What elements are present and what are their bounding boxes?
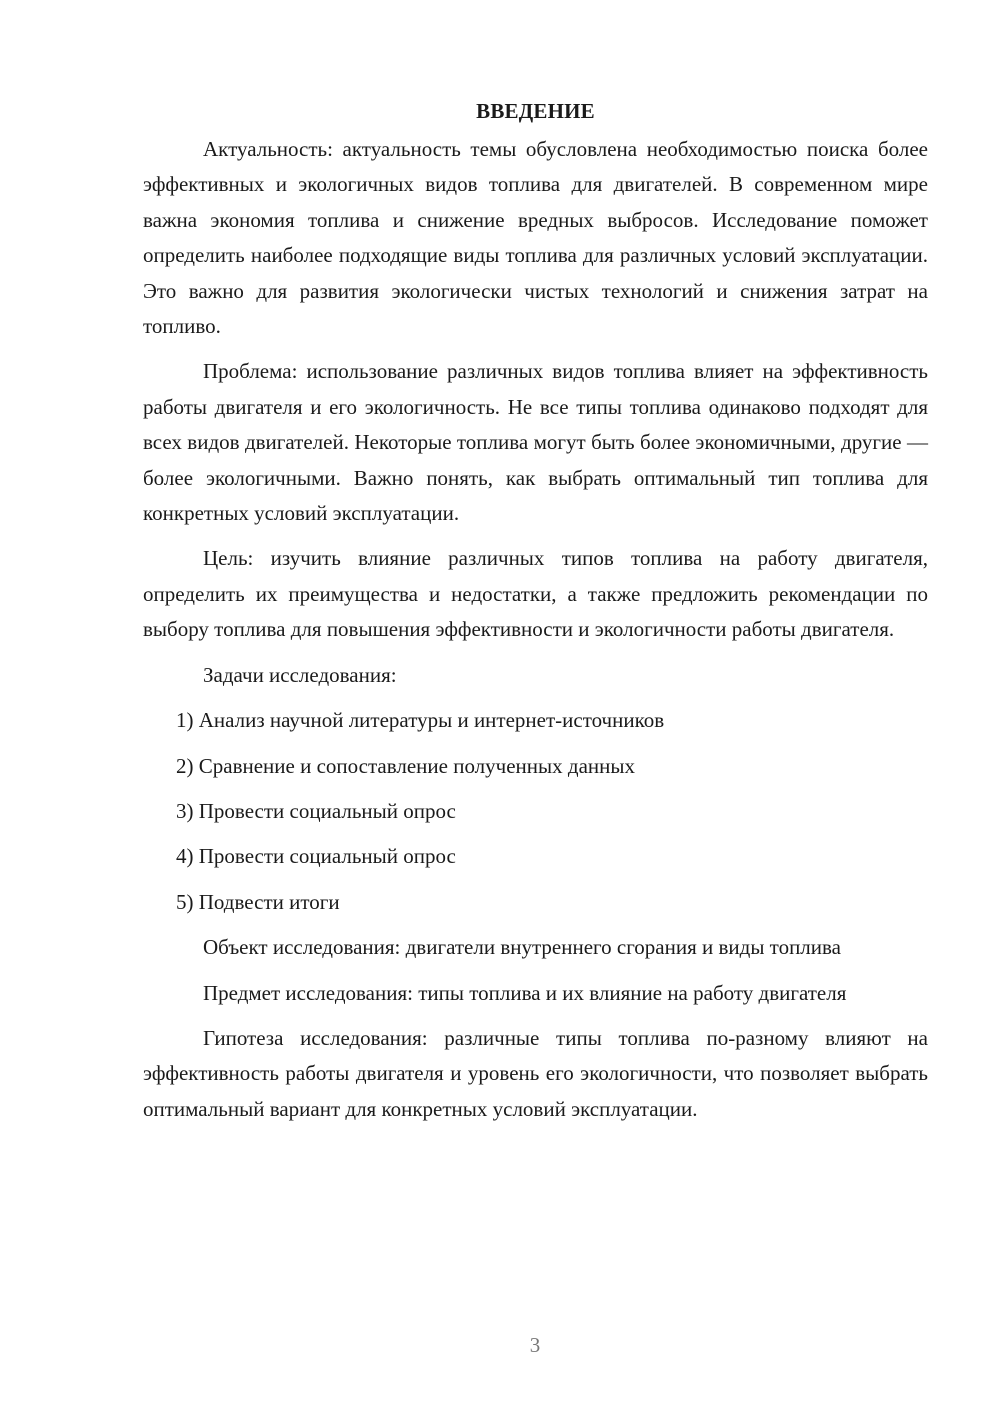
tasks-heading: Задачи исследования:	[203, 662, 397, 687]
problem-paragraph: Проблема: использование различных видов топлива влияет на эффективность работы двигателя и его экологичность. Не все типы топлива одинаково подходят для всех видов двигателей. Некоторые топлива могут быть более экономичными, другие — более экологичными. Важно понять, как выбрать оптимальный тип топлива для конкретных условий эксплуатации.	[143, 359, 928, 526]
task-item: 4) Провести социальный опрос	[176, 844, 456, 869]
task-item: 5) Подвести итоги	[176, 889, 340, 914]
object-paragraph: Объект исследования: двигатели внутреннего сгорания и виды топлива	[203, 935, 841, 960]
hypothesis-paragraph: Гипотеза исследования: различные типы топлива по-разному влияют на эффективность работы двигателя и уровень его экологичности, что позволяет выбрать оптимальный вариант для конкретных условий эксплуатации.	[143, 1025, 928, 1121]
page-number: 3	[529, 1333, 541, 1357]
task-item: 2) Сравнение и сопоставление полученных данных	[176, 753, 635, 778]
section-title: ВВЕДЕНИЕ	[476, 99, 595, 123]
goal-paragraph: Цель: изучить влияние различных типов топлива на работу двигателя, определить их преимущества и недостатки, а также предложить рекомендации по выбору топлива для повышения эффективности и экологичности работы двигателя.	[143, 546, 928, 642]
subject-paragraph: Предмет исследования: типы топлива и их влияние на работу двигателя	[203, 980, 847, 1005]
relevance-paragraph: Актуальность: актуальность темы обусловлена необходимостью поиска более эффективных и экологичных видов топлива для двигателей. В современном мире важна экономия топлива и снижение вредных выбросов. Исследование поможет определить наиболее подходящие виды топлива для различных условий эксплуатации. Это важно для развития экологически чистых технологий и снижения затрат на топливо.	[143, 137, 928, 339]
task-item: 3) Провести социальный опрос	[176, 798, 456, 823]
document-page	[143, 96, 928, 1137]
task-item: 1) Анализ научной литературы и интернет-источников	[176, 708, 665, 733]
